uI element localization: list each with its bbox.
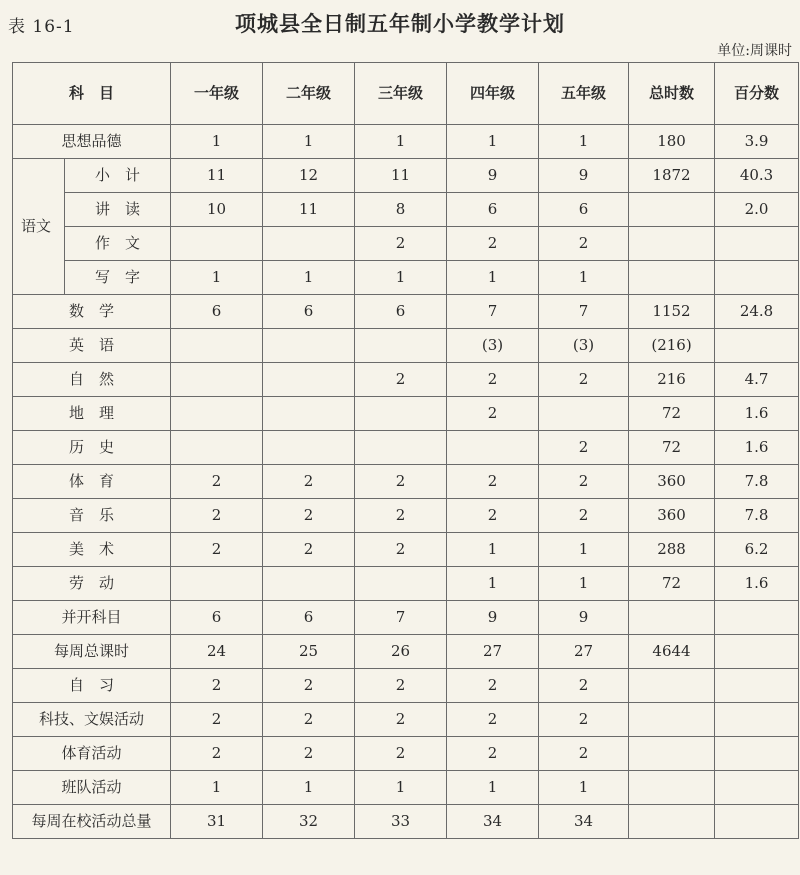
row-subject: 体育活动 [13, 737, 171, 771]
table-cell: 9 [539, 601, 629, 635]
row-subject: 数 学 [13, 295, 171, 329]
table-cell: (216) [629, 329, 715, 363]
table-cell: 1 [171, 125, 263, 159]
table-cell: 8 [355, 193, 447, 227]
table-cell: 72 [629, 431, 715, 465]
row-subject: 并开科目 [13, 601, 171, 635]
header-grade-2: 二年级 [263, 63, 355, 125]
table-cell: 1 [539, 567, 629, 601]
header-total-hours: 总时数 [629, 63, 715, 125]
header-grade-5: 五年级 [539, 63, 629, 125]
table-cell: 24 [171, 635, 263, 669]
table-cell: 7 [539, 295, 629, 329]
table-cell [715, 261, 799, 295]
table-cell: 2 [355, 227, 447, 261]
table-cell [629, 805, 715, 839]
table-cell [715, 703, 799, 737]
table-cell: 1 [447, 567, 539, 601]
table-cell: 26 [355, 635, 447, 669]
table-cell: 7 [447, 295, 539, 329]
table-cell [629, 737, 715, 771]
row-subject: 自 然 [13, 363, 171, 397]
table-cell: 2 [355, 363, 447, 397]
table-cell [539, 397, 629, 431]
table-cell: 11 [171, 159, 263, 193]
table-row [13, 499, 799, 533]
table-cell: 1 [355, 261, 447, 295]
table-cell: 2 [539, 431, 629, 465]
table-row [13, 533, 799, 567]
table-cell: 2 [355, 703, 447, 737]
row-subject: 音 乐 [13, 499, 171, 533]
table-cell: 2 [263, 703, 355, 737]
table-cell: 216 [629, 363, 715, 397]
table-cell: 9 [539, 159, 629, 193]
table-cell: 34 [447, 805, 539, 839]
table-cell: 1 [447, 125, 539, 159]
row-subject: 每周在校活动总量 [13, 805, 171, 839]
table-row [13, 125, 799, 159]
table-cell: 2 [263, 737, 355, 771]
table-cell: 2 [539, 499, 629, 533]
table-cell: 6 [171, 601, 263, 635]
table-cell: 2 [263, 499, 355, 533]
table-cell: 6 [447, 193, 539, 227]
table-cell: 11 [263, 193, 355, 227]
table-row [13, 397, 799, 431]
table-cell: 2 [447, 227, 539, 261]
table-cell [629, 601, 715, 635]
table-cell: 6 [539, 193, 629, 227]
row-subitem: 作 文 [65, 227, 171, 261]
unit-note: 单位:周课时 [717, 43, 792, 59]
table-cell [629, 703, 715, 737]
row-group-chinese: 语文 [13, 159, 65, 295]
table-cell: 25 [263, 635, 355, 669]
table-row [13, 193, 799, 227]
table-cell: 2 [171, 737, 263, 771]
table-cell: 72 [629, 397, 715, 431]
table-cell: 2 [171, 499, 263, 533]
table-row [13, 465, 799, 499]
table-cell: 6 [263, 295, 355, 329]
row-subject: 体 育 [13, 465, 171, 499]
row-subject: 劳 动 [13, 567, 171, 601]
table-row [13, 635, 799, 669]
table-cell [447, 431, 539, 465]
header-percentage: 百分数 [715, 63, 799, 125]
table-row [13, 703, 799, 737]
table-row [13, 669, 799, 703]
table-row [13, 431, 799, 465]
table-cell: 32 [263, 805, 355, 839]
table-row [13, 567, 799, 601]
table-cell [263, 363, 355, 397]
table-row [13, 363, 799, 397]
table-cell: 1 [539, 533, 629, 567]
table-cell: 2 [539, 363, 629, 397]
table-cell: 1 [447, 261, 539, 295]
page-title: 项城县全日制五年制小学教学计划 [235, 12, 565, 36]
header-grade-4: 四年级 [447, 63, 539, 125]
table-cell [715, 805, 799, 839]
table-cell: 7 [355, 601, 447, 635]
row-subject: 班队活动 [13, 771, 171, 805]
table-cell: 2 [447, 703, 539, 737]
table-cell: 2 [447, 397, 539, 431]
table-cell: 1 [539, 771, 629, 805]
table-cell: 2 [355, 737, 447, 771]
table-cell: 1 [263, 261, 355, 295]
table-cell [171, 329, 263, 363]
table-cell: 27 [447, 635, 539, 669]
row-subject: 美 术 [13, 533, 171, 567]
table-cell: 1 [447, 533, 539, 567]
table-cell [629, 669, 715, 703]
row-subject: 科技、文娱活动 [13, 703, 171, 737]
row-subject: 自 习 [13, 669, 171, 703]
table-cell [263, 397, 355, 431]
table-cell: 12 [263, 159, 355, 193]
table-row [13, 295, 799, 329]
table-cell: 33 [355, 805, 447, 839]
table-cell: 2 [539, 669, 629, 703]
table-cell: 2 [539, 227, 629, 261]
table-cell: 9 [447, 601, 539, 635]
table-cell: 11 [355, 159, 447, 193]
table-row [13, 601, 799, 635]
table-cell [629, 227, 715, 261]
table-cell: 27 [539, 635, 629, 669]
table-cell: 2 [447, 465, 539, 499]
table-cell: 360 [629, 465, 715, 499]
table-cell: 2 [447, 737, 539, 771]
table-cell [171, 363, 263, 397]
table-cell [171, 567, 263, 601]
table-cell: 34 [539, 805, 629, 839]
table-cell: 1 [263, 771, 355, 805]
table-cell: 2 [355, 533, 447, 567]
table-cell [629, 193, 715, 227]
table-cell: 1 [171, 261, 263, 295]
table-cell: 4.7 [715, 363, 799, 397]
table-cell: 288 [629, 533, 715, 567]
table-cell: 1 [355, 771, 447, 805]
table-cell: 2 [263, 669, 355, 703]
table-row [13, 159, 799, 193]
table-cell: 2 [263, 465, 355, 499]
table-cell: (3) [539, 329, 629, 363]
table-cell: 10 [171, 193, 263, 227]
table-cell: 1 [539, 261, 629, 295]
table-cell [715, 669, 799, 703]
table-cell [263, 431, 355, 465]
row-subject: 每周总课时 [13, 635, 171, 669]
header-grade-1: 一年级 [171, 63, 263, 125]
table-row [13, 771, 799, 805]
table-cell: 1152 [629, 295, 715, 329]
table-cell: 6 [171, 295, 263, 329]
table-cell: 1 [447, 771, 539, 805]
table-cell: 1 [171, 771, 263, 805]
table-cell [355, 329, 447, 363]
table-cell: 2 [263, 533, 355, 567]
table-cell [263, 329, 355, 363]
table-cell: 1.6 [715, 567, 799, 601]
table-cell: 2 [447, 499, 539, 533]
table-cell: 1.6 [715, 431, 799, 465]
table-cell [263, 227, 355, 261]
table-row [13, 805, 799, 839]
table-cell: 360 [629, 499, 715, 533]
table-cell: 2 [171, 465, 263, 499]
table-cell [263, 567, 355, 601]
table-row [13, 227, 799, 261]
curriculum-table [12, 62, 799, 839]
table-cell: 2 [447, 669, 539, 703]
table-cell [629, 261, 715, 295]
table-cell: 2 [355, 465, 447, 499]
table-cell [715, 227, 799, 261]
table-cell: 1872 [629, 159, 715, 193]
table-cell: (3) [447, 329, 539, 363]
table-cell: 9 [447, 159, 539, 193]
table-cell: 2 [171, 533, 263, 567]
table-cell [171, 227, 263, 261]
table-cell [355, 431, 447, 465]
table-cell: 2 [171, 669, 263, 703]
row-subject: 英 语 [13, 329, 171, 363]
row-subitem: 小 计 [65, 159, 171, 193]
header-row [13, 63, 799, 125]
table-cell: 180 [629, 125, 715, 159]
table-cell: 40.3 [715, 159, 799, 193]
table-cell [629, 771, 715, 805]
table-cell: 2.0 [715, 193, 799, 227]
table-cell: 2 [539, 737, 629, 771]
row-subject: 地 理 [13, 397, 171, 431]
table-cell: 6 [263, 601, 355, 635]
table-cell [715, 635, 799, 669]
row-subitem: 写 字 [65, 261, 171, 295]
table-row [13, 261, 799, 295]
table-cell [715, 737, 799, 771]
table-cell: 24.8 [715, 295, 799, 329]
table-row [13, 329, 799, 363]
table-cell [715, 771, 799, 805]
table-cell: 2 [539, 465, 629, 499]
row-subject: 历 史 [13, 431, 171, 465]
table-cell: 1 [539, 125, 629, 159]
table-cell: 1.6 [715, 397, 799, 431]
row-subject: 思想品德 [13, 125, 171, 159]
table-row [13, 737, 799, 771]
table-cell: 2 [355, 499, 447, 533]
row-subitem: 讲 读 [65, 193, 171, 227]
table-cell: 4644 [629, 635, 715, 669]
table-cell: 72 [629, 567, 715, 601]
table-cell [715, 601, 799, 635]
table-cell [171, 397, 263, 431]
table-cell: 2 [447, 363, 539, 397]
table-cell: 7.8 [715, 465, 799, 499]
table-cell: 6 [355, 295, 447, 329]
table-cell [355, 567, 447, 601]
table-cell: 2 [539, 703, 629, 737]
table-cell: 2 [355, 669, 447, 703]
table-cell [355, 397, 447, 431]
table-cell: 7.8 [715, 499, 799, 533]
header-grade-3: 三年级 [355, 63, 447, 125]
table-cell: 1 [355, 125, 447, 159]
table-cell: 1 [263, 125, 355, 159]
table-cell: 3.9 [715, 125, 799, 159]
header-subject: 科 目 [13, 63, 171, 125]
table-label: 表 16-1 [8, 17, 75, 37]
table-cell: 6.2 [715, 533, 799, 567]
table-cell [715, 329, 799, 363]
table-cell [171, 431, 263, 465]
table-cell: 2 [171, 703, 263, 737]
table-cell: 31 [171, 805, 263, 839]
